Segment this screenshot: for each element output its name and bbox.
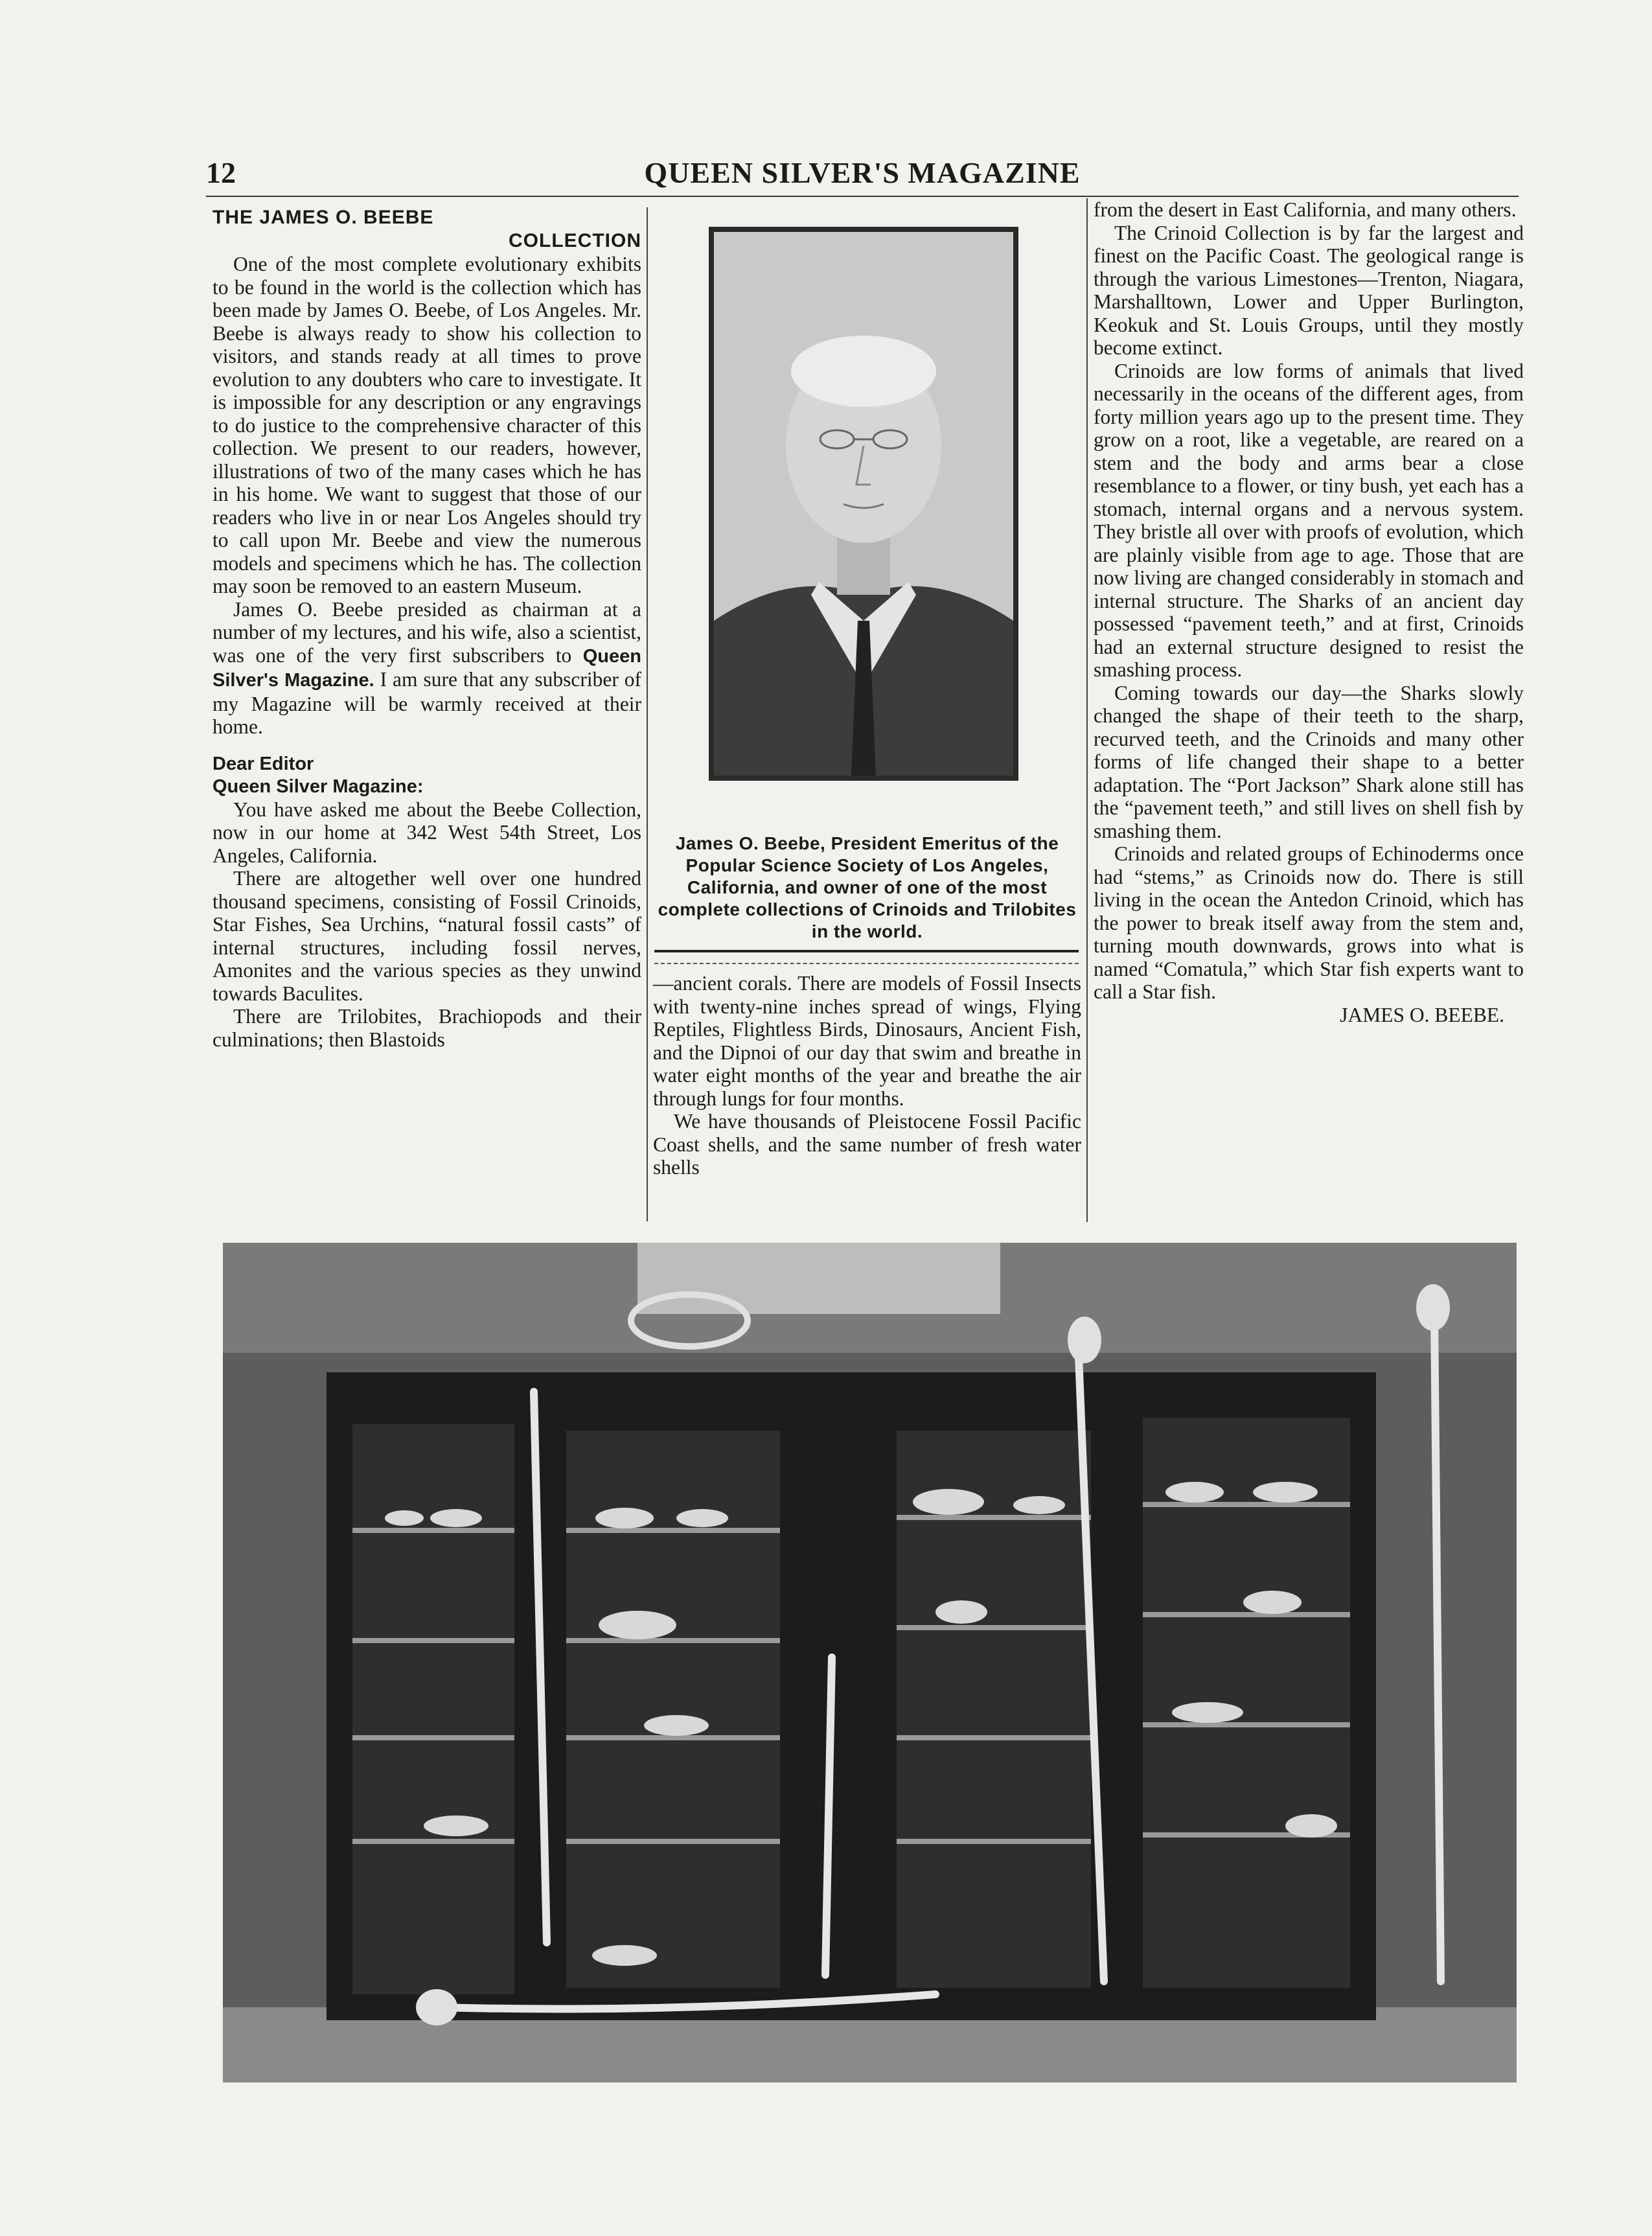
- letter-salutation: [212, 753, 641, 798]
- salutation-line-1: Dear Editor: [212, 753, 314, 774]
- fossil-cabinet-image: [223, 1243, 1517, 2082]
- portrait-caption: James O. Beebe, President Emeritus of the Popular Science Society of Los Angeles, California, and owner of one of the most complete collections of Crinoids and Trilobites in the world.: [658, 833, 1077, 941]
- running-header: [206, 156, 1519, 194]
- paragraph: There are altogether well over one hundred thousand specimens, consisting of Fossil Crinoids, Star Fishes, Sea Urchins, “natural fossil casts” of internal structures, including fossil nerves, Amonites and the various species as they unwind towards Baculites.: [212, 867, 641, 1005]
- paragraph-text: I am sure that any subscriber of my Magazine will be warmly received at their home.: [212, 668, 641, 738]
- paragraph: Crinoids and related groups of Echinoderms once had “stems,” as Crinoids now do. There is still living in the ocean the Antedon Crinoid, which has the power to break itself away from the stem and, turning mouth downwards, grows into what is named “Comatula,” which Star fish experts want to call a Star fish.: [1094, 842, 1524, 1003]
- portrait-image: [714, 232, 1013, 776]
- portrait-figure: [714, 232, 1013, 776]
- paragraph: [212, 598, 641, 739]
- paragraph: from the desert in East California, and many others.: [1094, 198, 1517, 221]
- salutation-line-2: Queen Silver Magazine:: [212, 776, 424, 797]
- paragraph: The Crinoid Collection is by far the largest and finest on the Pacific Coast. The geological range is through the various Limestones—Trenton, Niagara, Marshalltown, Lower and Upper Burlington, Keokuk and St. Louis Groups, until they mostly become extinct.: [1094, 221, 1524, 359]
- letter-signature: JAMES O. BEEBE.: [1340, 1003, 1504, 1026]
- page-number: 12: [206, 156, 236, 189]
- portrait-photo: [709, 227, 1018, 781]
- column-divider-1: [647, 207, 648, 1221]
- paragraph: We have thousands of Pleistocene Fossil Pacific Coast shells, and the same number of fresh water shells: [653, 1110, 1081, 1179]
- paragraph: You have asked me about the Beebe Collection, now in our home at 342 West 54th Street, Los Angeles, California.: [212, 798, 641, 867]
- article-column-1: [212, 206, 641, 1051]
- column-divider-2: [1086, 198, 1088, 1222]
- paragraph-text: James O. Beebe presided as chairman at a number of my lectures, and his wife, also a scientist, was one of the very first subscribers to: [212, 597, 641, 667]
- article-column-3: [1094, 198, 1524, 1026]
- article-heading-line1: THE JAMES O. BEEBE: [212, 207, 434, 228]
- article-heading-line2: COLLECTION: [509, 230, 641, 251]
- magazine-title: QUEEN SILVER'S MAGAZINE: [644, 156, 1081, 189]
- article-column-2: [653, 972, 1081, 1179]
- magazine-name: Queen Silver's Magazine.: [212, 645, 641, 691]
- paragraph: There are Trilobites, Brachiopods and their culminations; then Blastoids: [212, 1005, 641, 1051]
- paragraph: —ancient corals. There are models of Fossil Insects with twenty-nine inches spread of wings, Flying Reptiles, Flightless Birds, Dinosaurs, Ancient Fish, and the Dipnoi of our day that swim and breathe in water eight months of the year and breathe the air through lungs for four months.: [653, 972, 1081, 1110]
- paragraph: Crinoids are low forms of animals that lived necessarily in the oceans of the different ages, from forty million years ago up to the present time. They grow on a root, like a vegetable, are reared on a stem and the body and arms bear a close resemblance to a flower, or tiny bush, yet each has a stomach, internal organs and a nervous system. They bristle all over with proofs of evolution, which are plainly visible from age to age. Those that are now living are changed considerably in stomach and internal structure. The Sharks of an ancient day possessed “pavement teeth,” and at first, Crinoids had an external structure designed to resist the smashing process.: [1094, 359, 1524, 681]
- caption-dashed-rule: [654, 963, 1079, 964]
- paragraph: Coming towards our day—the Sharks slowly changed the shape of their teeth to the sharp, recurved teeth, and the Crinoids and many other forms of life changed their shape to a better adaptation. The “Port Jackson” Shark alone still has the “pavement teeth,” and still lives on shell fish by smashing them.: [1094, 681, 1524, 842]
- paragraph: One of the most complete evolutionary exhibits to be found in the world is the collection which has been made by James O. Beebe, of Los Angeles. Mr. Beebe is always ready to show his collection to visitors, and stands ready at all times to prove evolution to any doubters who care to investigate. It is impossible for any description or any engravings to do justice to the comprehensive character of this collection. We present to our readers, however, illustrations of two of the many cases which he has in his home. We want to suggest that those of our readers who live in or near Los Angeles should try to call upon Mr. Beebe and view the numerous models and specimens which he has. The collection may soon be removed to an eastern Museum.: [212, 253, 641, 597]
- fossil-cabinet-photo: [223, 1243, 1517, 2082]
- header-rule: [206, 196, 1519, 197]
- caption-rule: [654, 950, 1079, 952]
